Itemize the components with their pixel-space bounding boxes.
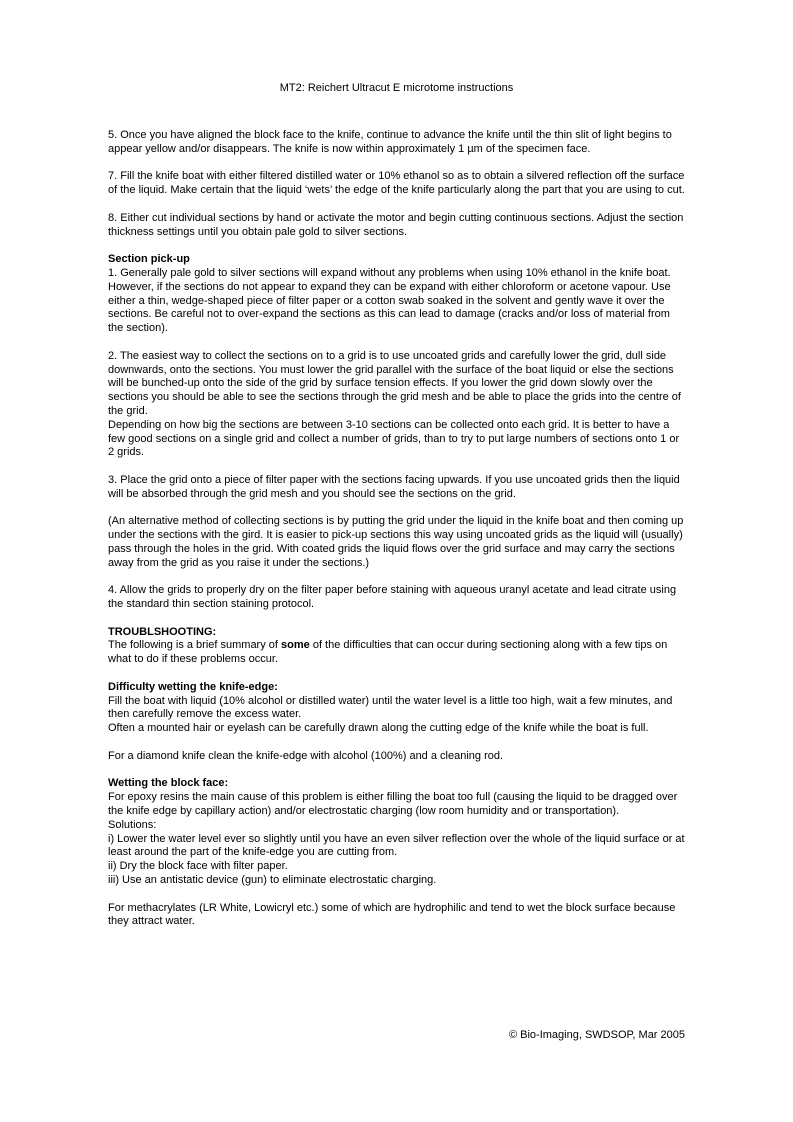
solution-3: iii) Use an antistatic device (gun) to eliminate electrostatic charging. xyxy=(108,874,437,887)
solution-2: ii) Dry the block face with filter paper. xyxy=(108,860,288,873)
pickup-step-3: 3. Place the grid onto a piece of filter paper with the sections facing upwards. If you use uncoated grids then the liquid will be absorbed through the grid mesh and you should see the sections on the grid. xyxy=(108,473,680,500)
solution-1: i) Lower the water level ever so slightly until you have an even silver reflection over the whole of the liquid surface or at least around the part of the knife-edge you are cutting from. xyxy=(108,832,685,859)
troubleshooting-heading: TROUBLSHOOTING: xyxy=(108,625,217,638)
step-5: 5. Once you have aligned the block face to the knife, continue to advance the knife until the thin slit of light begins to appear yellow and/or disappears. The knife is now within approximately 1 µm of the specimen face. xyxy=(108,129,672,155)
wetting-knife-p1: Fill the boat with liquid (10% alcohol or distilled water) until the water level is a little too high, wait a few minutes, and then carefully remove the excess water. xyxy=(108,694,673,721)
pickup-step-2: 2. The easiest way to collect the sections on to a grid is to use uncoated grids and carefully lower the grid, dull side downwards, onto the sections. You must lower the grid parallel with the surface of the boat liquid or else the sections will be bunched-up onto the side of the grid by surface tension effects. If you lower the grid down slowly over the sections you should be able to see the sections through the grid mesh and be able to place the grids into the centre of the grid. xyxy=(108,349,681,417)
wetting-knife-p2: Often a mounted hair or eyelash can be carefully drawn along the cutting edge of the knife while the boat is full. xyxy=(108,722,649,735)
step-8: 8. Either cut individual sections by hand or activate the motor and begin cutting continuous sections. Adjust the section thickness settings until you obtain pale gold to silver sections. xyxy=(108,211,684,238)
section-pickup-heading: Section pick-up xyxy=(108,253,190,266)
intro-text-after: of the difficulties that can occur during sectioning along with a few tips on what to do if these problems occur. xyxy=(108,639,668,666)
wetting-block-p2: For methacrylates (LR White, Lowicryl etc.) some of which are hydrophilic and tend to wet the block surface because they attract water. xyxy=(108,901,676,928)
wetting-block-heading: Wetting the block face: xyxy=(108,777,229,790)
wetting-block-p1: For epoxy resins the main cause of this problem is either filling the boat too full (causing the liquid to be dragged over the knife edge by capillary action) and/or electrostatic charging (low room humidity and or transportation). xyxy=(108,791,678,818)
document-body xyxy=(108,129,688,943)
wetting-knife-heading: Difficulty wetting the knife-edge: xyxy=(108,680,278,693)
pickup-step-4: 4. Allow the grids to properly dry on the filter paper before staining with aqueous uranyl acetate and lead citrate using the standard thin section staining protocol. xyxy=(108,584,677,611)
pickup-alternative: (An alternative method of collecting sections is by putting the grid under the liquid in the knife boat and then coming up under the sections with the gird. It is easier to pick-up sections this way using uncoated grids as the liquid will (usually) pass through the holes in the grid. With coated grids the liquid flows over the grid surface and may carry the sections away from the grid as you raise it under the sections.) xyxy=(108,515,684,569)
solutions-label: Solutions: xyxy=(108,818,157,831)
intro-text-bold: some xyxy=(281,639,310,652)
page-header: MT2: Reichert Ultracut E microtome instructions xyxy=(279,82,514,94)
troubleshooting-intro xyxy=(108,639,688,667)
page-footer: © Bio-Imaging, SWDSOP, Mar 2005 xyxy=(508,1029,685,1041)
pickup-step-2-note: Depending on how big the sections are between 3-10 sections can be collected onto each grid. It is better to have a few good sections on a single grid and collect a number of grids, than to try to put large numbers of sections onto 1 or 2 grids. xyxy=(108,418,680,459)
step-7: 7. Fill the knife boat with either filtered distilled water or 10% ethanol so as to obtain a silvered reflection off the surface of the liquid. Make certain that the liquid ‘wets’ the edge of the knife particularly along the part that you are using to cut. xyxy=(108,170,685,197)
intro-text-before: The following is a brief summary of xyxy=(108,639,282,652)
pickup-step-1: 1. Generally pale gold to silver sections will expand without any problems when using 10% ethanol in the knife boat. However, if the sections do not appear to expand they can be expand with either chloroform or acetone vapour. Use either a thin, wedge-shaped piece of filter paper or a cotton swab soaked in the solvent and gently wave it over the sections. Be careful not to over-expand the sections as this can lead to damage (cracks and/or loss of material from the section). xyxy=(108,266,671,335)
wetting-knife-p3: For a diamond knife clean the knife-edge with alcohol (100%) and a cleaning rod. xyxy=(108,749,504,762)
